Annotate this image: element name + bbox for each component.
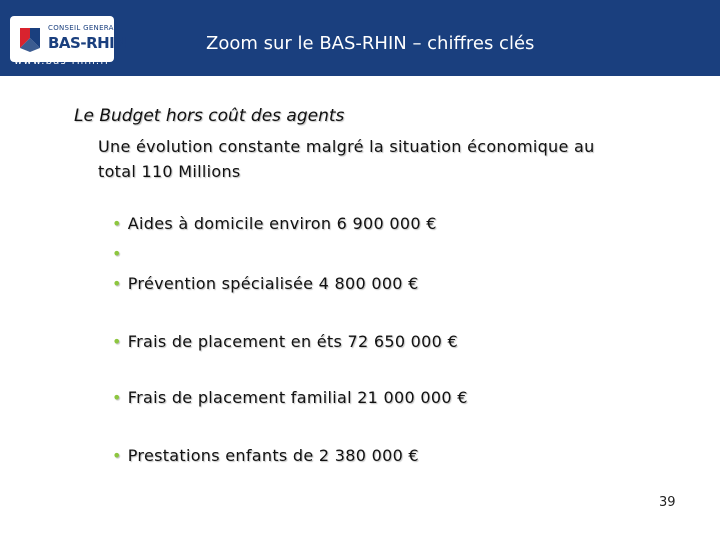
bullet-text: Frais de placement familial 21 000 000 € [127, 388, 468, 407]
bullet-text: Aides à domicile environ 6 900 000 € [127, 214, 437, 233]
bullet-item [112, 388, 468, 407]
logo-emblem-icon [16, 24, 44, 54]
bullet-item [112, 332, 458, 351]
section-title: Le Budget hors coût des agents [74, 106, 345, 126]
bullet-item [112, 446, 419, 465]
bullet-item [112, 214, 437, 233]
page-number: 39 [659, 495, 676, 510]
bullet-dot-icon: • [112, 446, 122, 465]
bullet-dot-icon: • [112, 214, 122, 233]
bullet-dot-icon: • [112, 244, 122, 263]
header-band [0, 0, 720, 76]
slide-title: Zoom sur le BAS-RHIN – chiffres clés [206, 33, 535, 54]
section-subtitle: Une évolution constante malgré la situation économique au total 110 Millions [98, 137, 595, 181]
bullet-dot-icon: • [112, 332, 122, 351]
logo-main-text: BAS-RHIN [48, 34, 127, 52]
logo-top-text: CONSEIL GENERAL [48, 24, 118, 32]
bullet-text: Frais de placement en éts 72 650 000 € [127, 332, 458, 351]
bullet-dot-icon: • [112, 388, 122, 407]
bullet-text: Prévention spécialisée 4 800 000 € [127, 274, 419, 293]
logo-url: www.bas-rhin.fr [14, 56, 111, 67]
bullet-dot-icon: • [112, 274, 122, 293]
bullet-item [112, 244, 128, 263]
bullet-text: Prestations enfants de 2 380 000 € [127, 446, 419, 465]
bullet-item [112, 274, 419, 293]
